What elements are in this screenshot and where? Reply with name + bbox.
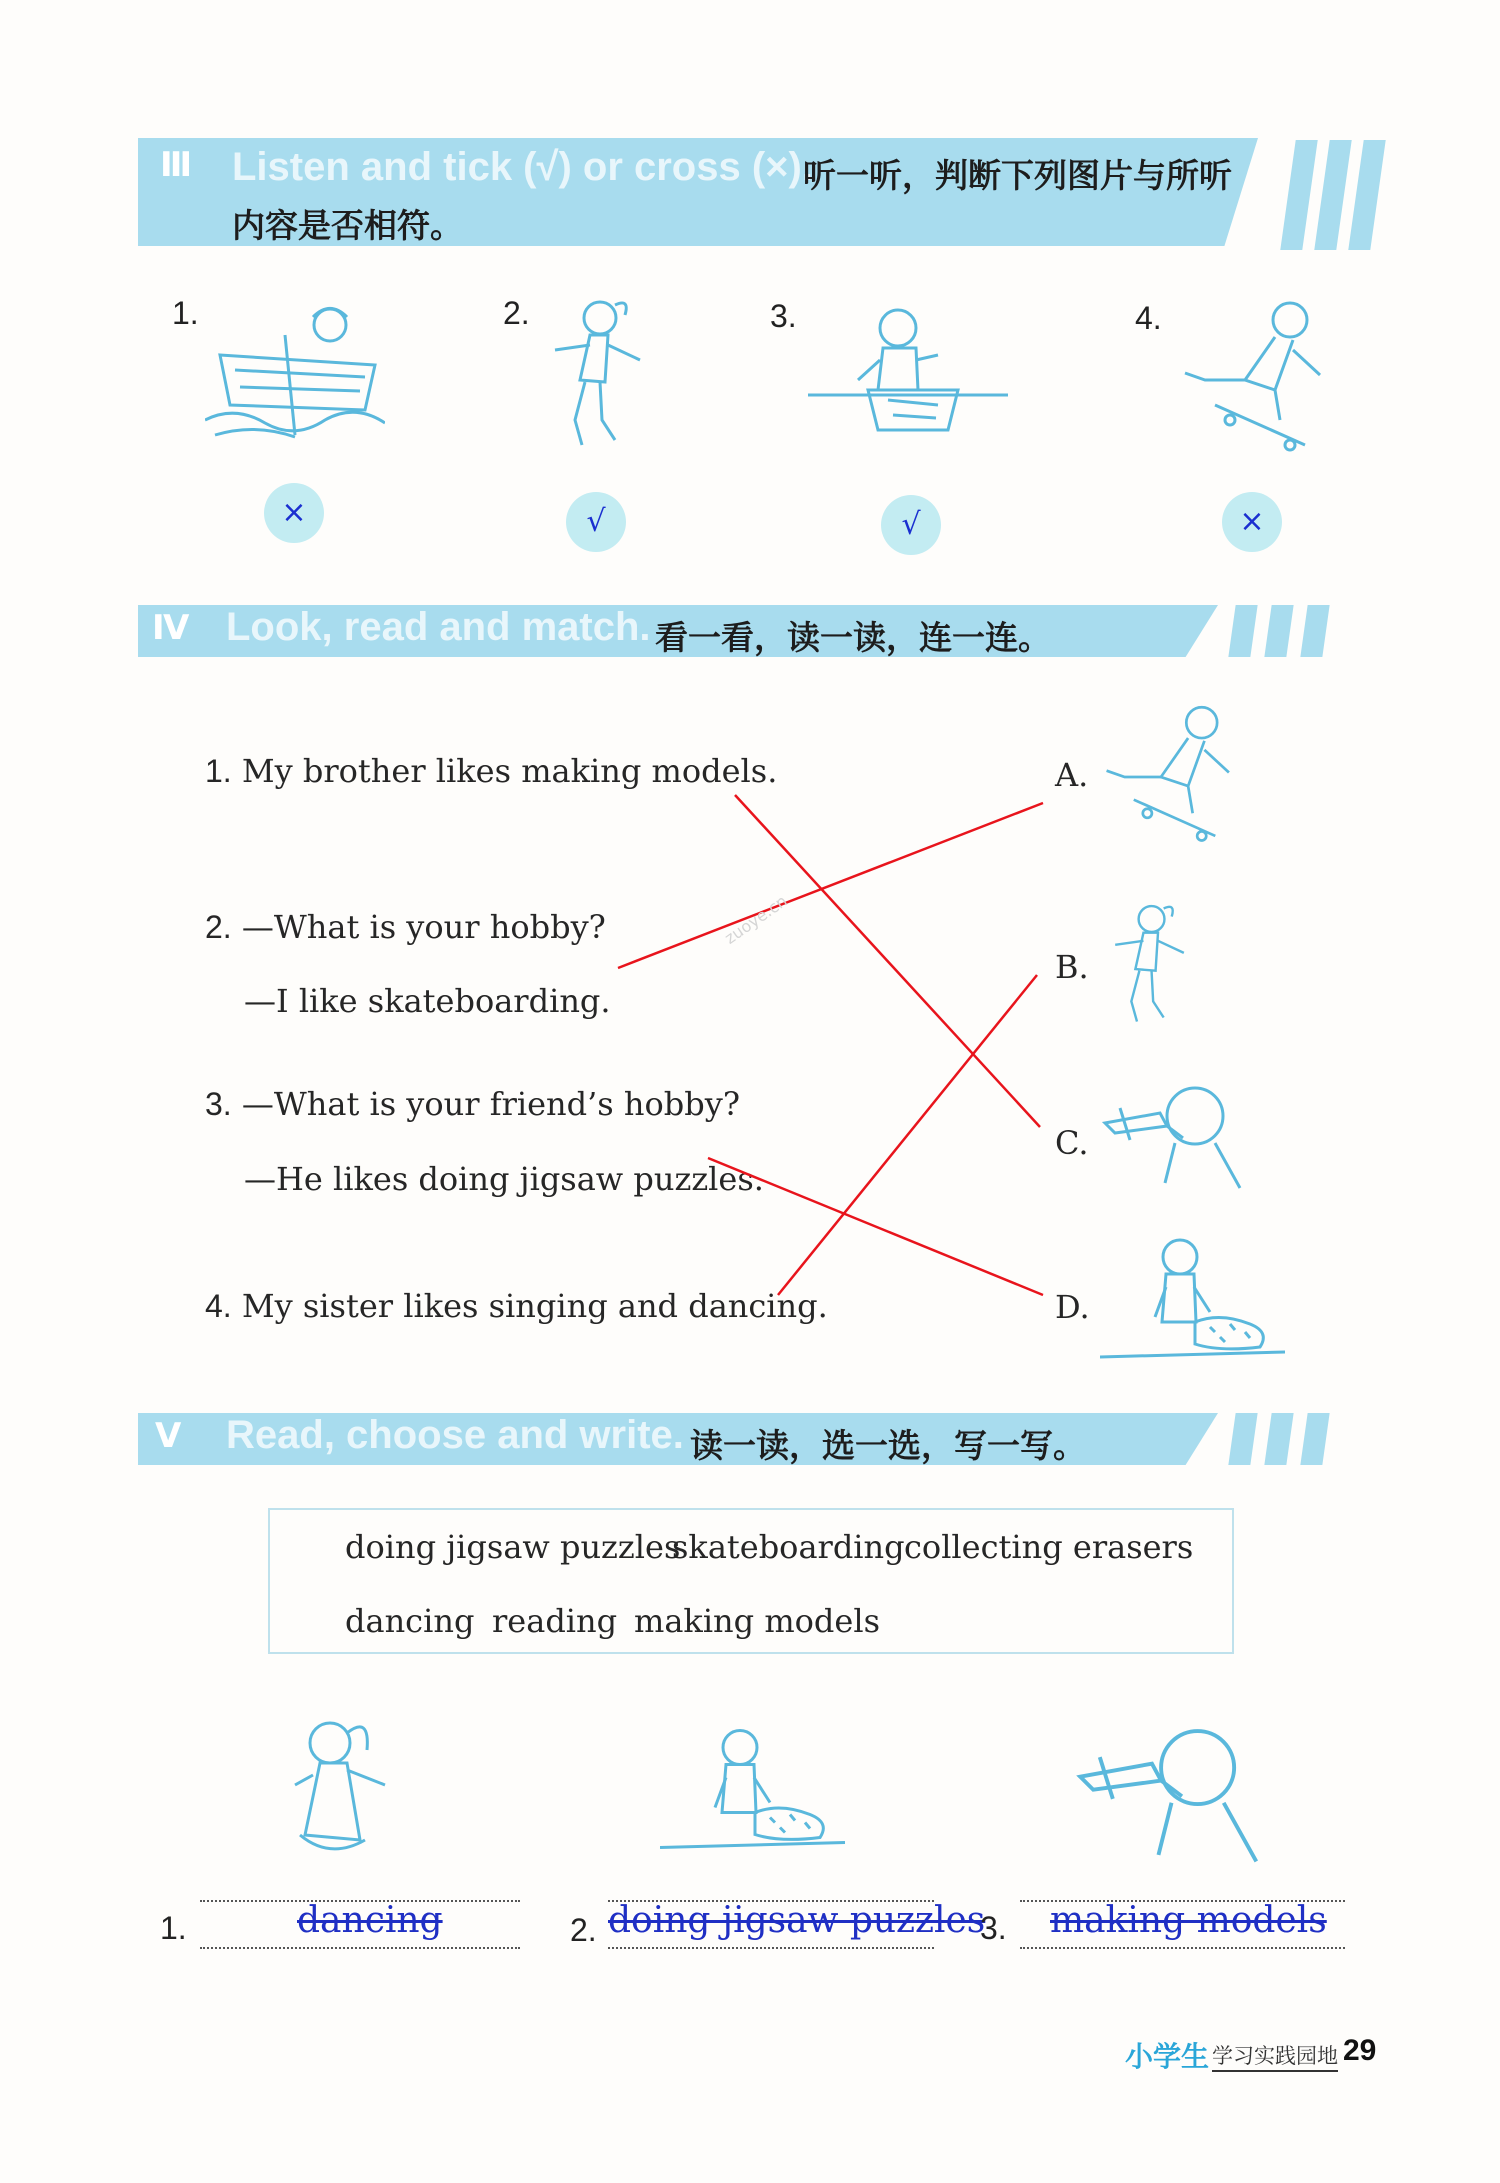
question-number: 3. bbox=[205, 1086, 232, 1122]
answer-blank-3[interactable] bbox=[1020, 1900, 1345, 1949]
question-2-reply: —I like skateboarding. bbox=[244, 982, 611, 1020]
question-text: My brother likes making models. bbox=[241, 752, 778, 790]
banner-stripe bbox=[1228, 1413, 1257, 1465]
footer-brand: 小学生 bbox=[1125, 2040, 1210, 2073]
section4-title-zh: 看一看，读一读，连一连。 bbox=[655, 618, 1051, 657]
section3-title-en: Listen and tick (√) or cross (×). bbox=[232, 145, 813, 189]
section5-title-en: Read, choose and write. bbox=[226, 1413, 684, 1457]
watermark: zuoye.cn bbox=[721, 891, 791, 948]
word-bank-item: reading bbox=[492, 1602, 618, 1640]
option-letter: A. bbox=[1055, 756, 1089, 794]
answer-text: dancing bbox=[297, 1900, 443, 1941]
match-line-3-D bbox=[708, 1158, 1043, 1295]
match-line-2-A bbox=[618, 803, 1043, 968]
match-line-4-B bbox=[778, 975, 1037, 1295]
answer-mark: √ bbox=[566, 492, 626, 552]
word-bank-item: collecting erasers bbox=[904, 1528, 1194, 1566]
answer-text: making models bbox=[1050, 1900, 1327, 1941]
blank-number: 3. bbox=[980, 1910, 1007, 1946]
section5-numeral: Ⅴ bbox=[155, 1416, 182, 1456]
section3-title-zh-2: 内容是否相符。 bbox=[232, 206, 463, 245]
girl-dancing-image bbox=[285, 1715, 400, 1865]
item-number: 1. bbox=[172, 295, 199, 331]
answer-text: doing jigsaw puzzles bbox=[608, 1900, 986, 1941]
banner-stripe bbox=[1300, 1413, 1329, 1465]
answer-mark: √ bbox=[881, 495, 941, 555]
option-letter: C. bbox=[1055, 1124, 1089, 1162]
answer-blank-1[interactable] bbox=[200, 1900, 520, 1949]
boy-with-plane-model-image bbox=[1065, 1718, 1265, 1868]
page-number: 29 bbox=[1343, 2034, 1377, 2067]
word-bank-item: making models bbox=[634, 1602, 880, 1640]
blank-number: 2. bbox=[570, 1912, 597, 1948]
question-number: 4. bbox=[205, 1288, 232, 1324]
section5-title-zh: 读一读，选一选，写一写。 bbox=[690, 1426, 1086, 1465]
word-bank-item: skateboarding bbox=[672, 1528, 905, 1566]
option-letter: B. bbox=[1055, 948, 1089, 986]
word-bank-item: dancing bbox=[345, 1602, 475, 1640]
question-number: 1. bbox=[205, 753, 232, 789]
section3-numeral: Ⅲ bbox=[160, 145, 193, 185]
section3-title-zh-1: 听一听，判断下列图片与所听 bbox=[803, 156, 1232, 195]
footer-subtitle: 学习实践园地 bbox=[1212, 2040, 1338, 2072]
match-line-1-C bbox=[735, 795, 1040, 1127]
question-number: 2. bbox=[205, 909, 232, 945]
blank-number: 1. bbox=[160, 1910, 187, 1946]
question-text: My sister likes singing and dancing. bbox=[241, 1287, 828, 1325]
banner-stripe bbox=[1264, 1413, 1293, 1465]
question-3-reply: —He likes doing jigsaw puzzles. bbox=[244, 1160, 764, 1198]
boy-doing-puzzle-image bbox=[660, 1720, 845, 1855]
section4-numeral: Ⅳ bbox=[152, 608, 190, 648]
item-number: 3. bbox=[770, 298, 797, 334]
option-letter: D. bbox=[1055, 1288, 1090, 1326]
answer-mark: × bbox=[264, 483, 324, 543]
section4-title-en: Look, read and match. bbox=[226, 605, 651, 649]
item-number: 4. bbox=[1135, 300, 1162, 336]
word-bank-item: doing jigsaw puzzles bbox=[345, 1528, 681, 1566]
question-text: —What is your friend’s hobby? bbox=[241, 1085, 740, 1123]
answer-mark: × bbox=[1222, 492, 1282, 552]
question-text: —What is your hobby? bbox=[241, 908, 606, 946]
answer-blank-2[interactable] bbox=[608, 1900, 986, 1949]
item-number: 2. bbox=[503, 295, 530, 331]
